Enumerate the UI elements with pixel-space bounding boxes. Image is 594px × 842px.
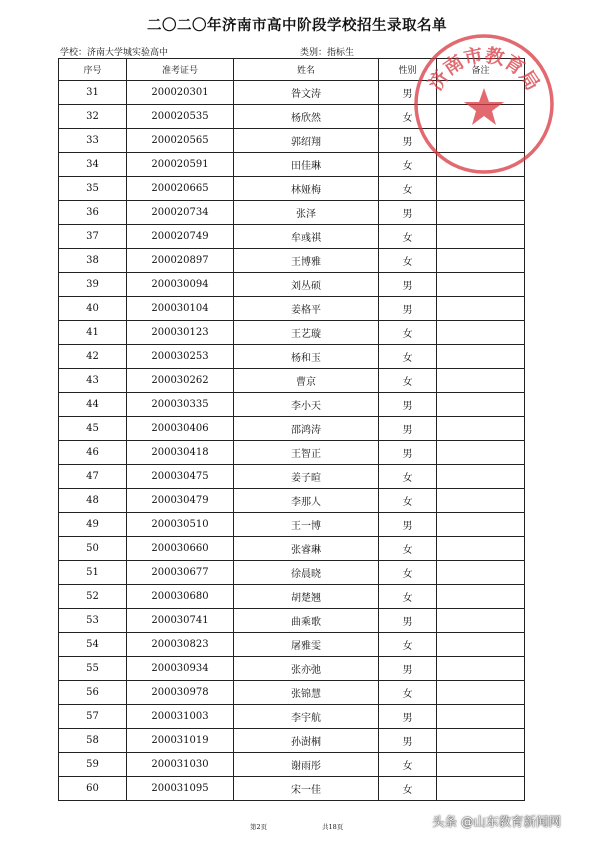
row-index-cell: 57 <box>59 705 127 729</box>
official-seal-stamp <box>410 30 558 178</box>
header-name: 姓名 <box>234 59 379 81</box>
row-name-cell: 胡楚翘 <box>234 585 379 609</box>
row-exam-id-cell: 200030823 <box>127 633 234 657</box>
table-row <box>59 561 525 585</box>
table-row <box>59 513 525 537</box>
watermark-text: 头条 @山东教育新闻网 <box>432 814 561 829</box>
row-index-cell: 58 <box>59 729 127 753</box>
row-exam-id-cell: 200030475 <box>127 465 234 489</box>
table-row <box>59 393 525 417</box>
row-exam-id-cell: 200030934 <box>127 657 234 681</box>
row-remarks-cell <box>437 297 525 321</box>
row-remarks-cell <box>437 753 525 777</box>
row-name-cell: 李小天 <box>234 393 379 417</box>
row-name-cell: 刘丛硕 <box>234 273 379 297</box>
row-exam-id-cell: 200030510 <box>127 513 234 537</box>
row-exam-id-cell: 200020535 <box>127 105 234 129</box>
row-index-cell: 46 <box>59 441 127 465</box>
row-exam-id-cell: 200030677 <box>127 561 234 585</box>
row-exam-id-cell: 200031019 <box>127 729 234 753</box>
table-row <box>59 297 525 321</box>
row-name-cell: 姜子暄 <box>234 465 379 489</box>
row-index-cell: 44 <box>59 393 127 417</box>
row-remarks-cell <box>437 777 525 801</box>
row-name-cell: 李宇航 <box>234 705 379 729</box>
table-row <box>59 753 525 777</box>
row-remarks-cell <box>437 537 525 561</box>
row-name-cell: 张锦慧 <box>234 681 379 705</box>
row-remarks-cell <box>437 345 525 369</box>
row-gender-cell: 女 <box>379 633 437 657</box>
table-row <box>59 657 525 681</box>
row-exam-id-cell: 200020591 <box>127 153 234 177</box>
row-exam-id-cell: 200030680 <box>127 585 234 609</box>
row-remarks-cell <box>437 465 525 489</box>
table-row <box>59 441 525 465</box>
row-exam-id-cell: 200020749 <box>127 225 234 249</box>
table-row <box>59 345 525 369</box>
row-gender-cell: 女 <box>379 369 437 393</box>
row-exam-id-cell: 200020301 <box>127 81 234 105</box>
row-index-cell: 34 <box>59 153 127 177</box>
row-gender-cell: 女 <box>379 537 437 561</box>
row-index-cell: 59 <box>59 753 127 777</box>
row-gender-cell: 女 <box>379 153 437 177</box>
row-index-cell: 48 <box>59 489 127 513</box>
row-index-cell: 37 <box>59 225 127 249</box>
row-gender-cell: 男 <box>379 729 437 753</box>
row-exam-id-cell: 200031030 <box>127 753 234 777</box>
row-remarks-cell <box>437 561 525 585</box>
row-name-cell: 林娅梅 <box>234 177 379 201</box>
table-row <box>59 417 525 441</box>
row-exam-id-cell: 200030479 <box>127 489 234 513</box>
row-name-cell: 张泽 <box>234 201 379 225</box>
row-exam-id-cell: 200031095 <box>127 777 234 801</box>
row-gender-cell: 女 <box>379 585 437 609</box>
row-index-cell: 40 <box>59 297 127 321</box>
row-gender-cell: 男 <box>379 657 437 681</box>
row-name-cell: 曲乘歌 <box>234 609 379 633</box>
row-index-cell: 36 <box>59 201 127 225</box>
row-index-cell: 41 <box>59 321 127 345</box>
row-remarks-cell <box>437 177 525 201</box>
table-row <box>59 681 525 705</box>
row-index-cell: 38 <box>59 249 127 273</box>
table-row <box>59 249 525 273</box>
row-exam-id-cell: 200031003 <box>127 705 234 729</box>
row-exam-id-cell: 200030418 <box>127 441 234 465</box>
row-exam-id-cell: 200030123 <box>127 321 234 345</box>
row-name-cell: 王智正 <box>234 441 379 465</box>
row-exam-id-cell: 200030094 <box>127 273 234 297</box>
row-gender-cell: 女 <box>379 249 437 273</box>
table-row <box>59 585 525 609</box>
row-gender-cell: 男 <box>379 609 437 633</box>
table-row <box>59 225 525 249</box>
row-remarks-cell <box>437 321 525 345</box>
row-exam-id-cell: 200020665 <box>127 177 234 201</box>
table-row <box>59 729 525 753</box>
row-exam-id-cell: 200030978 <box>127 681 234 705</box>
row-remarks-cell <box>437 657 525 681</box>
row-exam-id-cell: 200020734 <box>127 201 234 225</box>
row-exam-id-cell: 200030104 <box>127 297 234 321</box>
row-gender-cell: 男 <box>379 297 437 321</box>
header-exam-id: 准考证号 <box>127 59 234 81</box>
row-exam-id-cell: 200020897 <box>127 249 234 273</box>
table-row <box>59 489 525 513</box>
row-exam-id-cell: 200030335 <box>127 393 234 417</box>
row-name-cell: 谢雨彤 <box>234 753 379 777</box>
row-remarks-cell <box>437 609 525 633</box>
row-remarks-cell <box>437 273 525 297</box>
table-row <box>59 273 525 297</box>
row-remarks-cell <box>437 201 525 225</box>
table-row <box>59 465 525 489</box>
row-gender-cell: 男 <box>379 513 437 537</box>
row-remarks-cell <box>437 585 525 609</box>
table-row <box>59 609 525 633</box>
row-gender-cell: 女 <box>379 753 437 777</box>
row-index-cell: 47 <box>59 465 127 489</box>
row-index-cell: 43 <box>59 369 127 393</box>
row-remarks-cell <box>437 705 525 729</box>
school-label: 学校：济南大学城实验高中 <box>60 48 169 58</box>
row-exam-id-cell: 200030741 <box>127 609 234 633</box>
row-gender-cell: 女 <box>379 777 437 801</box>
row-name-cell: 徐晨晓 <box>234 561 379 585</box>
row-gender-cell: 男 <box>379 273 437 297</box>
row-index-cell: 54 <box>59 633 127 657</box>
row-index-cell: 35 <box>59 177 127 201</box>
row-gender-cell: 女 <box>379 177 437 201</box>
row-name-cell: 姜格平 <box>234 297 379 321</box>
header-index: 序号 <box>59 59 127 81</box>
row-name-cell: 田佳琳 <box>234 153 379 177</box>
row-remarks-cell <box>437 729 525 753</box>
row-gender-cell: 女 <box>379 465 437 489</box>
table-row <box>59 537 525 561</box>
row-index-cell: 51 <box>59 561 127 585</box>
row-index-cell: 55 <box>59 657 127 681</box>
page-number: 第2页 <box>250 823 268 831</box>
row-remarks-cell <box>437 393 525 417</box>
row-remarks-cell <box>437 441 525 465</box>
page-total: 共18页 <box>322 823 344 831</box>
row-remarks-cell <box>437 513 525 537</box>
row-index-cell: 31 <box>59 81 127 105</box>
row-index-cell: 56 <box>59 681 127 705</box>
row-gender-cell: 男 <box>379 705 437 729</box>
row-index-cell: 33 <box>59 129 127 153</box>
table-row <box>59 321 525 345</box>
row-index-cell: 53 <box>59 609 127 633</box>
document-title: 二〇二〇年济南市高中阶段学校招生录取名单 <box>147 18 447 34</box>
row-exam-id-cell: 200030253 <box>127 345 234 369</box>
row-name-cell: 张亦弛 <box>234 657 379 681</box>
row-index-cell: 50 <box>59 537 127 561</box>
row-remarks-cell <box>437 417 525 441</box>
row-name-cell: 宋一佳 <box>234 777 379 801</box>
row-remarks-cell <box>437 369 525 393</box>
header-remarks: 备注 <box>437 59 525 81</box>
row-index-cell: 39 <box>59 273 127 297</box>
table-row <box>59 777 525 801</box>
row-name-cell: 李那人 <box>234 489 379 513</box>
row-gender-cell: 男 <box>379 417 437 441</box>
table-row <box>59 705 525 729</box>
row-gender-cell: 男 <box>379 129 437 153</box>
row-gender-cell: 女 <box>379 681 437 705</box>
row-gender-cell: 男 <box>379 393 437 417</box>
row-gender-cell: 女 <box>379 321 437 345</box>
row-remarks-cell <box>437 681 525 705</box>
row-exam-id-cell: 200030660 <box>127 537 234 561</box>
row-name-cell: 杨和玉 <box>234 345 379 369</box>
row-name-cell: 郭绍翔 <box>234 129 379 153</box>
row-exam-id-cell: 200030262 <box>127 369 234 393</box>
row-exam-id-cell: 200020565 <box>127 129 234 153</box>
row-remarks-cell <box>437 489 525 513</box>
row-name-cell: 王一博 <box>234 513 379 537</box>
row-gender-cell: 男 <box>379 201 437 225</box>
row-name-cell: 张睿琳 <box>234 537 379 561</box>
category-label: 类别：指标生 <box>300 48 355 58</box>
row-index-cell: 60 <box>59 777 127 801</box>
row-gender-cell: 女 <box>379 561 437 585</box>
row-name-cell: 牟彧祺 <box>234 225 379 249</box>
row-name-cell: 王博雅 <box>234 249 379 273</box>
row-gender-cell: 女 <box>379 489 437 513</box>
row-gender-cell: 女 <box>379 345 437 369</box>
row-remarks-cell <box>437 249 525 273</box>
row-exam-id-cell: 200030406 <box>127 417 234 441</box>
seal-text: 济南市教育局 <box>424 44 544 95</box>
row-name-cell: 孙澍桐 <box>234 729 379 753</box>
row-name-cell: 邵鸿涛 <box>234 417 379 441</box>
row-index-cell: 45 <box>59 417 127 441</box>
row-gender-cell: 女 <box>379 105 437 129</box>
row-gender-cell: 男 <box>379 81 437 105</box>
row-index-cell: 52 <box>59 585 127 609</box>
table-row <box>59 369 525 393</box>
row-name-cell: 屠雅雯 <box>234 633 379 657</box>
header-gender: 性别 <box>379 59 437 81</box>
row-remarks-cell <box>437 633 525 657</box>
row-index-cell: 42 <box>59 345 127 369</box>
row-gender-cell: 女 <box>379 225 437 249</box>
row-index-cell: 32 <box>59 105 127 129</box>
table-row <box>59 201 525 225</box>
row-remarks-cell <box>437 225 525 249</box>
row-name-cell: 曹京 <box>234 369 379 393</box>
row-gender-cell: 男 <box>379 441 437 465</box>
row-name-cell: 杨欣然 <box>234 105 379 129</box>
table-row <box>59 177 525 201</box>
row-name-cell: 昝文涛 <box>234 81 379 105</box>
seal-star-icon <box>464 88 504 125</box>
row-index-cell: 49 <box>59 513 127 537</box>
table-row <box>59 633 525 657</box>
row-name-cell: 王艺璇 <box>234 321 379 345</box>
